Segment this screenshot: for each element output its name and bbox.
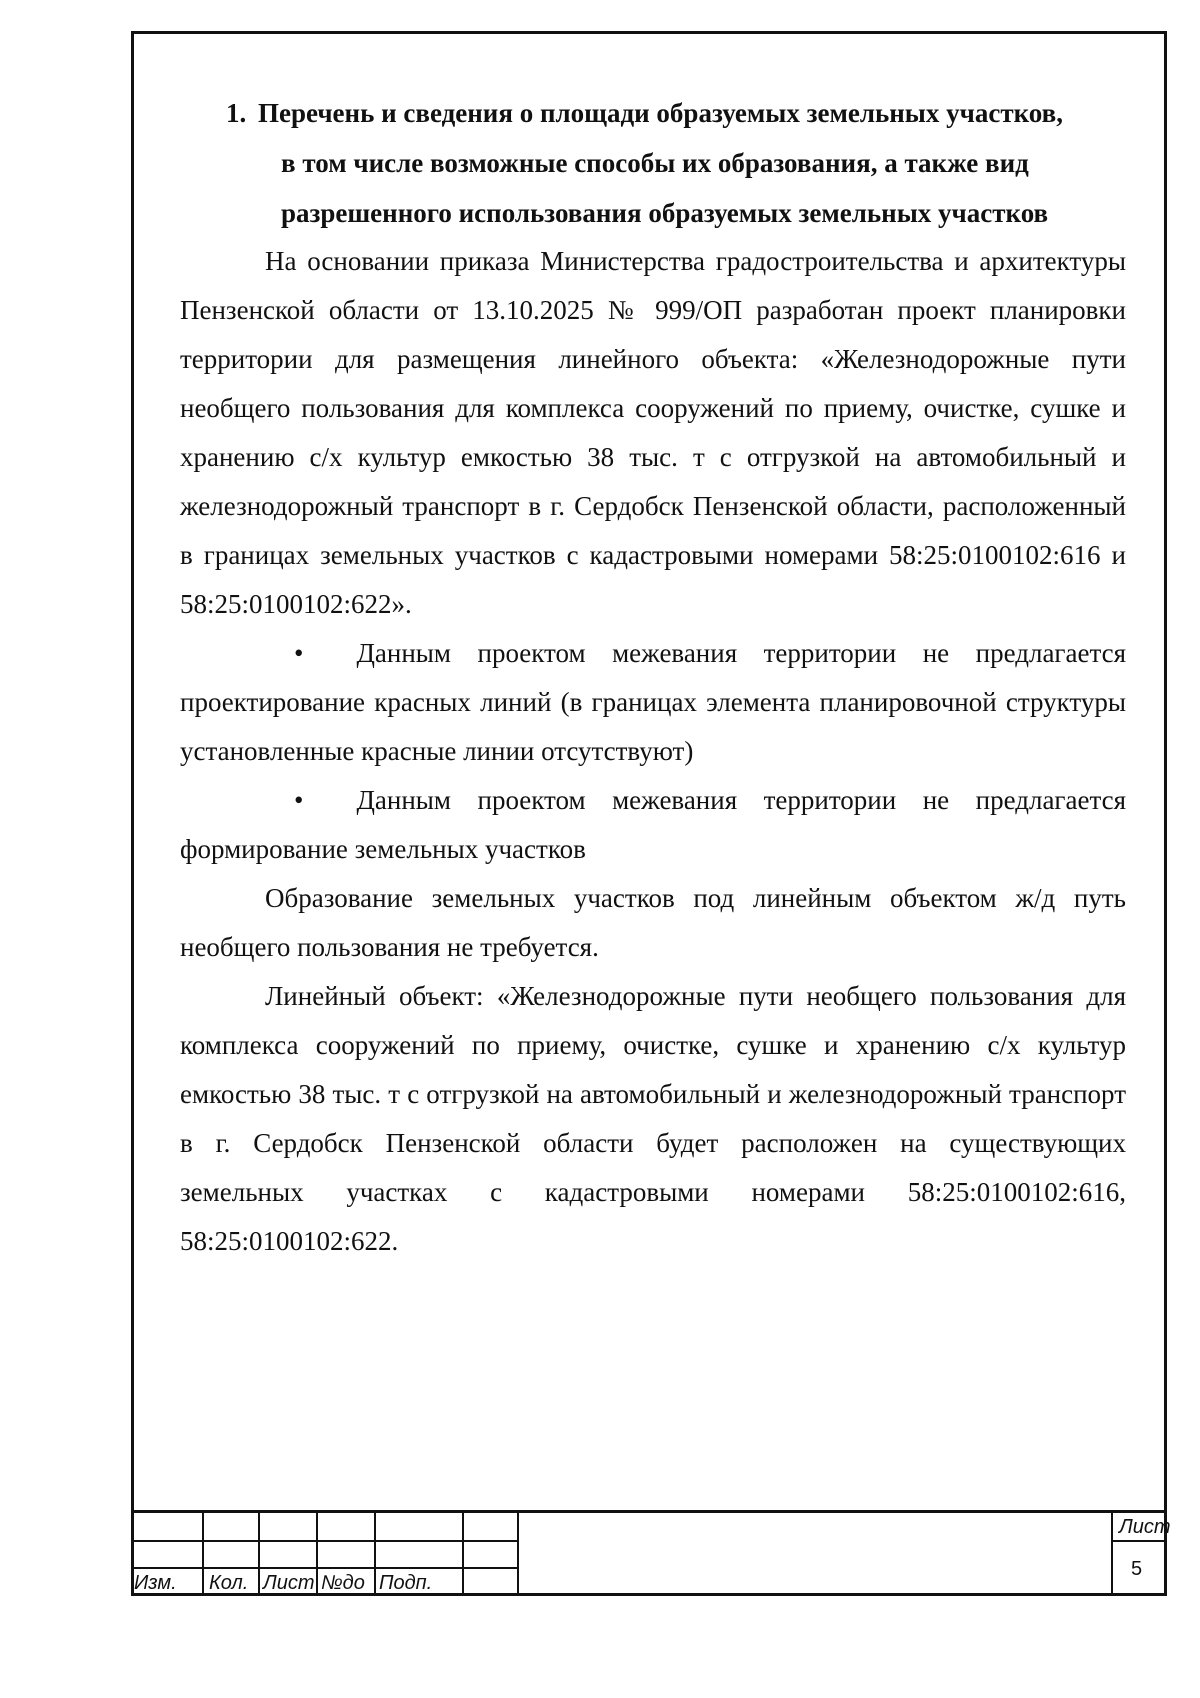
stamp-row-line <box>1111 1540 1167 1542</box>
bullet-marker: • <box>294 785 304 815</box>
bullet-text: Данным проектом межевания территории не предлагается формирование земельных участков <box>180 785 1127 864</box>
sheet-number: 5 <box>1131 1558 1143 1580</box>
stamp-divider <box>316 1513 318 1596</box>
stamp-podp-label: Подп. <box>379 1572 433 1594</box>
heading-number: 1. <box>226 98 247 128</box>
stamp-row-line <box>131 1567 517 1569</box>
heading-line-3: разрешенного использования образуемых земельных участков <box>281 198 1049 228</box>
linear-object-paragraph: Линейный объект: «Железнодорожные пути необщего пользования для комплекса сооружений по приему, очистке, сушке и хранению с/х культур емкостью 38 тыс. т с отгрузкой на автомобильный и железнодорожный транспорт в г. Сердобск Пензенской области будет расположен на существующих земельных участках с кадастровыми номерами 58:25:0100102:616, 58:25:0100102:622. <box>180 981 1126 1256</box>
bullet-marker: • <box>294 638 304 668</box>
stamp-kol-label: Кол. <box>209 1572 249 1594</box>
sheet-label: Лист <box>1119 1516 1171 1538</box>
formation-paragraph: Образование земельных участков под линейным объектом ж/д путь необщего пользования не требуется. <box>180 883 1126 962</box>
bullet-text: Данным проектом межевания территории не предлагается проектирование красных линий (в границах элемента планировочной структуры установленные красные линии отсутствуют) <box>180 638 1127 766</box>
stamp-list-label: Лист <box>263 1572 315 1594</box>
page-frame <box>131 31 1167 1596</box>
stamp-divider <box>1111 1513 1113 1596</box>
heading-text-1: Перечень и сведения о площади образуемых земельных участков, <box>258 98 1063 128</box>
document-body <box>180 237 1126 1266</box>
section-heading <box>134 88 1164 238</box>
heading-line-2: в том числе возможные способы их образования, а также вид <box>281 148 1029 178</box>
bullet-item-red-lines <box>180 629 1126 776</box>
intro-paragraph: На основании приказа Министерства градостроительства и архитектуры Пензенской области от 13.10.2025 № 999/ОП разработан проект планировки территории для размещения линейного объекта: «Железнодорожные пути необщего пользования для комплекса сооружений по приему, очистке, сушке и хранению с/х культур емкостью 38 тыс. т с отгрузкой на автомобильный и железнодорожный транспорт в г. Сердобск Пензенской области, расположенный в границах земельных участков с кадастровыми номерами 58:25:0100102:616 и 58:25:0100102:622». <box>180 246 1126 619</box>
bullet-item-land-plots <box>180 776 1126 874</box>
stamp-divider <box>258 1513 260 1596</box>
stamp-divider <box>517 1513 519 1596</box>
stamp-izm-label: Изм. <box>134 1572 177 1594</box>
title-block <box>131 1510 1171 1596</box>
stamp-ndoc-label: №до <box>321 1572 365 1594</box>
stamp-divider <box>202 1513 204 1596</box>
stamp-row-line <box>131 1540 517 1542</box>
stamp-divider <box>374 1513 376 1596</box>
heading-line-1 <box>134 88 1164 138</box>
stamp-divider <box>462 1513 464 1596</box>
